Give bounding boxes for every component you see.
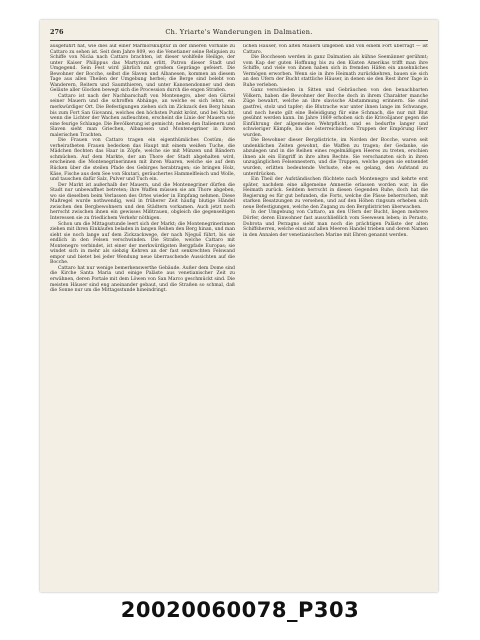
- paragraph: Schon um die Mittagsstunde leert sich der Markt; die Montenegrinerinnen ziehen mit ihren Einkäufen beladen in langen Reihen den Berg hinan, und man sieht sie noch lange auf dem Zickzackwege, der nach Njeguš führt, bis sie endlich in den Felsen verschwinden. Die Straße, welche Cattaro mit Montenegro verbindet, ist einer der merkwürdigsten Bergpfade Europas; sie windet sich in mehr als siebzig Kehren an der fast senkrechten Felswand empor und bietet bei jeder Wendung neue überraschende Aussichten auf die Bocche.: [50, 221, 235, 266]
- archive-id-caption: 20020060078_P303: [120, 598, 360, 622]
- paragraph: Die Bocchesen werden in ganz Dalmatien als kühne Seemänner gerühmt; vom Kap der guten Hoffnung bis zu den Küsten Amerikas trifft man ihre Schiffe, und viele von ihnen haben sich in fremden Häfen ein ansehnliches Vermögen erworben. Wenn sie in ihre Heimath zurückkehren, bauen sie sich an den Ufern der Bucht stattliche Häuser, in denen sie den Rest ihrer Tage in Ruhe verleben.: [243, 55, 428, 88]
- right-column: [243, 44, 428, 584]
- header-rule: [50, 40, 428, 41]
- paragraph: In der Umgebung von Cattaro, an den Ufern der Bucht, liegen mehrere Dörfer, deren Einwohner fast ausschließlich vom Seewesen leben; in Perasto, Dobrota und Perzagno sieht man noch die prächtigen Paläste der alten Schiffsherren, welche einst auf allen Meeren Handel trieben und deren Namen in den Annalen der venetianischen Marine mit Ehren genannt werden.: [243, 210, 428, 238]
- paragraph: Cattaro ist nach der Nachbarschaft von Montenegro, aber den Gürtel seiner Mauern und die schroffen Abhänge, an welche es sich lehnt, ein merkwürdiger Ort. Die Befestigungen ziehen sich im Zickzack den Berg hinan bis zum Fort San Giovanni, welches den höchsten Punkt krönt, und bei Nacht, wenn die Lichter der Wachen aufleuchten, erscheint die Linie der Mauern wie eine feurige Schlange. Die Bevölkerung ist gemischt; neben den Italienern und Slaven sieht man Griechen, Albanesen und Montenegriner in ihren malerischen Trachten.: [50, 93, 235, 138]
- paragraph: Cattaro hat nur wenige bemerkenswerthe Gebäude. Außer dem Dome sind die Kirche Santa Maria und einige Paläste aus venetianischer Zeit zu erwähnen, deren Portale mit dem Löwen von San Marco geschmückt sind. Die meisten Häuser sind eng aneinander gebaut, und die Straßen so schmal, daß die Sonne nur um die Mittagsstunde hineindringt.: [50, 265, 235, 294]
- page-number: 276: [50, 28, 64, 36]
- paragraph: Der Markt ist außerhalb der Mauern, und die Montenegriner dürfen die Stadt nur unbewaffnet betreten; ihre Waffen müssen sie am Thore abgeben, wo sie dieselben beim Verlassen des Ortes wieder in Empfang nehmen. Diese Maßregel wurde nothwendig, weil in früherer Zeit häufig blutige Händel zwischen den Bergbewohnern und den Städtern vorkamen. Auch jetzt noch herrscht zwischen ihnen ein gewisses Mißtrauen, obgleich die gegenseitigen Interessen sie zu friedlichem Verkehr nöthigen.: [50, 182, 235, 221]
- paragraph: ausgeführt hat, wie dies auf einer Marmorskulptur in der inneren Vorhalle zu Cattaro zu sehen ist. Seit dem Jahre 809, wo die Venetianer seine Reliquien zu Schiffe von Nicäa nach Cattaro brachten, ist dieser wohlfeile Heilige, der unter Kaiser Philippus das Martyrium erlitt, Patron dieser Stadt und Umgegend. Sein Fest wird jährlich mit großem Gepränge gefeiert. Die Bewohner der Bocche, selbst die Slaven und Albanesen, kommen an diesem Tage aus allen Theilen der Umgebung herbei; die Berge sind belebt von Wanderern, Reitern und Saumthieren, und unter Kanonendonner und dem Geläute aller Glocken bewegt sich die Procession durch die engen Straßen.: [50, 44, 235, 94]
- left-column: [50, 44, 235, 584]
- paragraph: Die Bewohner dieser Bergdistricte, im Norden der Bocche, waren seit undenklichen Zeiten gewohnt, die Waffen zu tragen; der Gedanke, sie abzulegen und in die Reihen eines regelmäßigen Heeres zu treten, erschien ihnen als ein Eingriff in ihre alten Rechte. Sie verschanzten sich in ihren unzugänglichen Felsennestern, und die Truppen, welche gegen sie entsendet wurden, erlitten bedeutende Verluste, ehe es gelang, den Aufstand zu unterdrücken.: [243, 138, 428, 177]
- book-page: [40, 20, 438, 592]
- text-columns: [50, 44, 428, 584]
- page-header: [50, 26, 428, 40]
- paragraph: Ganz verschieden in Sitten und Gebräuchen von den benachbarten Völkern, haben die Bewohner der Bocche doch in ihrem Charakter manche Züge bewahrt, welche an ihre slavische Abstammung erinnern. Sie sind gastfrei, stolz und tapfer; die Blutrache war unter ihnen lange im Schwange, und noch heute gilt eine Beleidigung für eine Schmach, die nur mit Blut gesühnt werden kann. Im Jahre 1869 erhoben sich die Krivošijaner gegen die Einführung der allgemeinen Wehrpflicht, und es bedurfte langer und schwieriger Kämpfe, bis die österreichischen Truppen der Empörung Herr wurden.: [243, 88, 428, 138]
- paragraph: Die Frauen von Cattaro tragen ein eigenthümliches Costüm; die verheiratheten Frauen bedecken das Haupt mit einem weißen Tuche, die Mädchen flechten das Haar in Zöpfe, welche sie mit Münzen und Bändern schmücken. Auf dem Markte, der am Thore der Stadt abgehalten wird, erscheinen die Montenegrinerinnen mit ihren Waaren, welche sie auf dem Rücken über die steilen Pfade des Gebirges herabtragen; sie bringen Holz, Käse, Fische aus dem See von Skutari, geräuchertes Hammelfleisch und Wolle, und tauschen dafür Salz, Pulver und Tuch ein.: [50, 138, 235, 183]
- running-title: Ch. Yriarte's Wanderungen in Dalmatien.: [165, 28, 313, 36]
- paragraph: lichen Häuser, von alten Mauern umgeben und von einem Fort überragt — ist Cattaro.: [243, 44, 428, 55]
- paragraph: Ein Theil der Aufständischen flüchtete nach Montenegro und kehrte erst später, nachdem eine allgemeine Amnestie erlassen worden war, in die Heimath zurück. Seitdem herrscht in diesen Gegenden Ruhe, doch hat die Regierung es für gut befunden, die Forts, welche die Pässe beherrschen, mit starken Besatzungen zu versehen, und auf den Höhen ringsum erheben sich neue Befestigungen, welche den Zugang zu den Bergdistricten überwachen.: [243, 177, 428, 210]
